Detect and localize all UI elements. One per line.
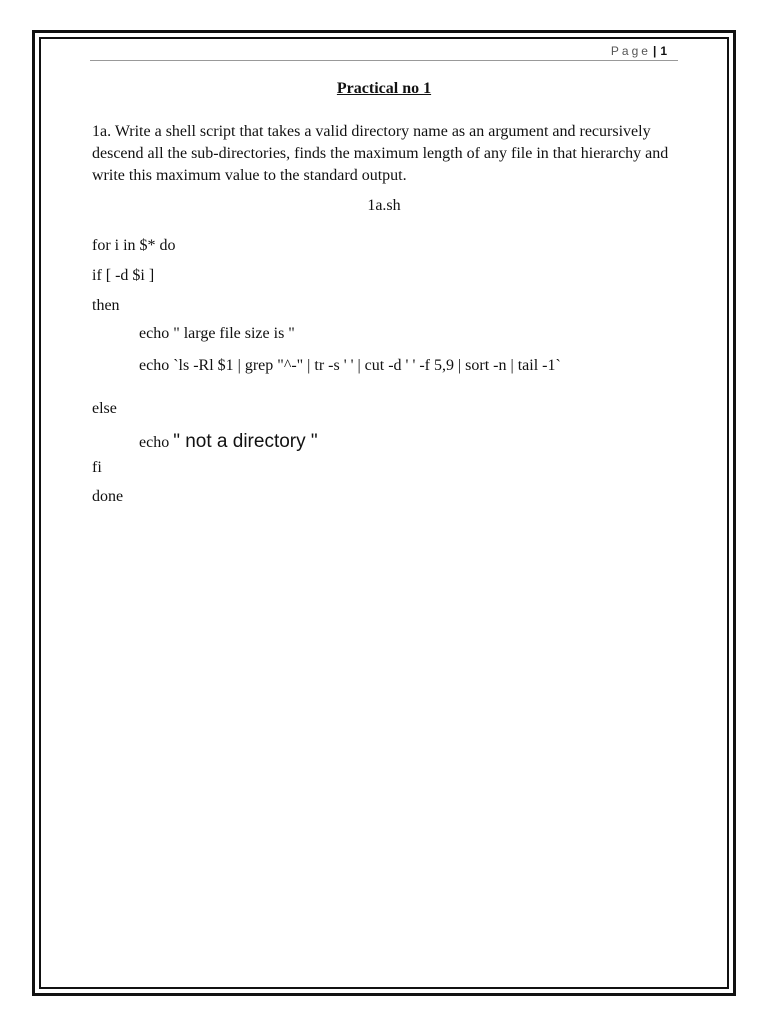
code-line-if: if [ -d $i ] bbox=[92, 267, 155, 284]
code-line-echo-ls: echo `ls -Rl $1 | grep "^-" | tr -s ' ' | cut -d ' ' -f 5,9 | sort -n | tail -1` bbox=[139, 357, 561, 374]
code-line-fi: fi bbox=[92, 459, 102, 476]
page-number: 1 bbox=[660, 44, 667, 58]
page-header bbox=[611, 44, 667, 58]
task-description: 1a. Write a shell script that takes a valid directory name as an argument and recursively descend all the sub-directories, finds the maximum length of any file in that hierarchy and write this maximum value to the standard output. bbox=[92, 123, 669, 184]
code-line-echo-not-dir bbox=[139, 431, 318, 453]
code-line-then: then bbox=[92, 297, 120, 314]
echo-keyword: echo bbox=[139, 434, 170, 451]
practical-title: Practical no 1 bbox=[336, 80, 432, 97]
header-rule bbox=[90, 60, 678, 61]
not-directory-message: " not a directory " bbox=[173, 431, 318, 452]
code-line-for: for i in $* do bbox=[92, 237, 176, 254]
page-label: Page bbox=[610, 44, 651, 58]
code-line-else: else bbox=[92, 400, 117, 417]
code-line-echo-size: echo " large file size is " bbox=[139, 325, 295, 342]
script-filename: 1a.sh bbox=[367, 197, 401, 214]
code-line-done: done bbox=[92, 488, 124, 505]
page-separator: | bbox=[652, 44, 657, 58]
